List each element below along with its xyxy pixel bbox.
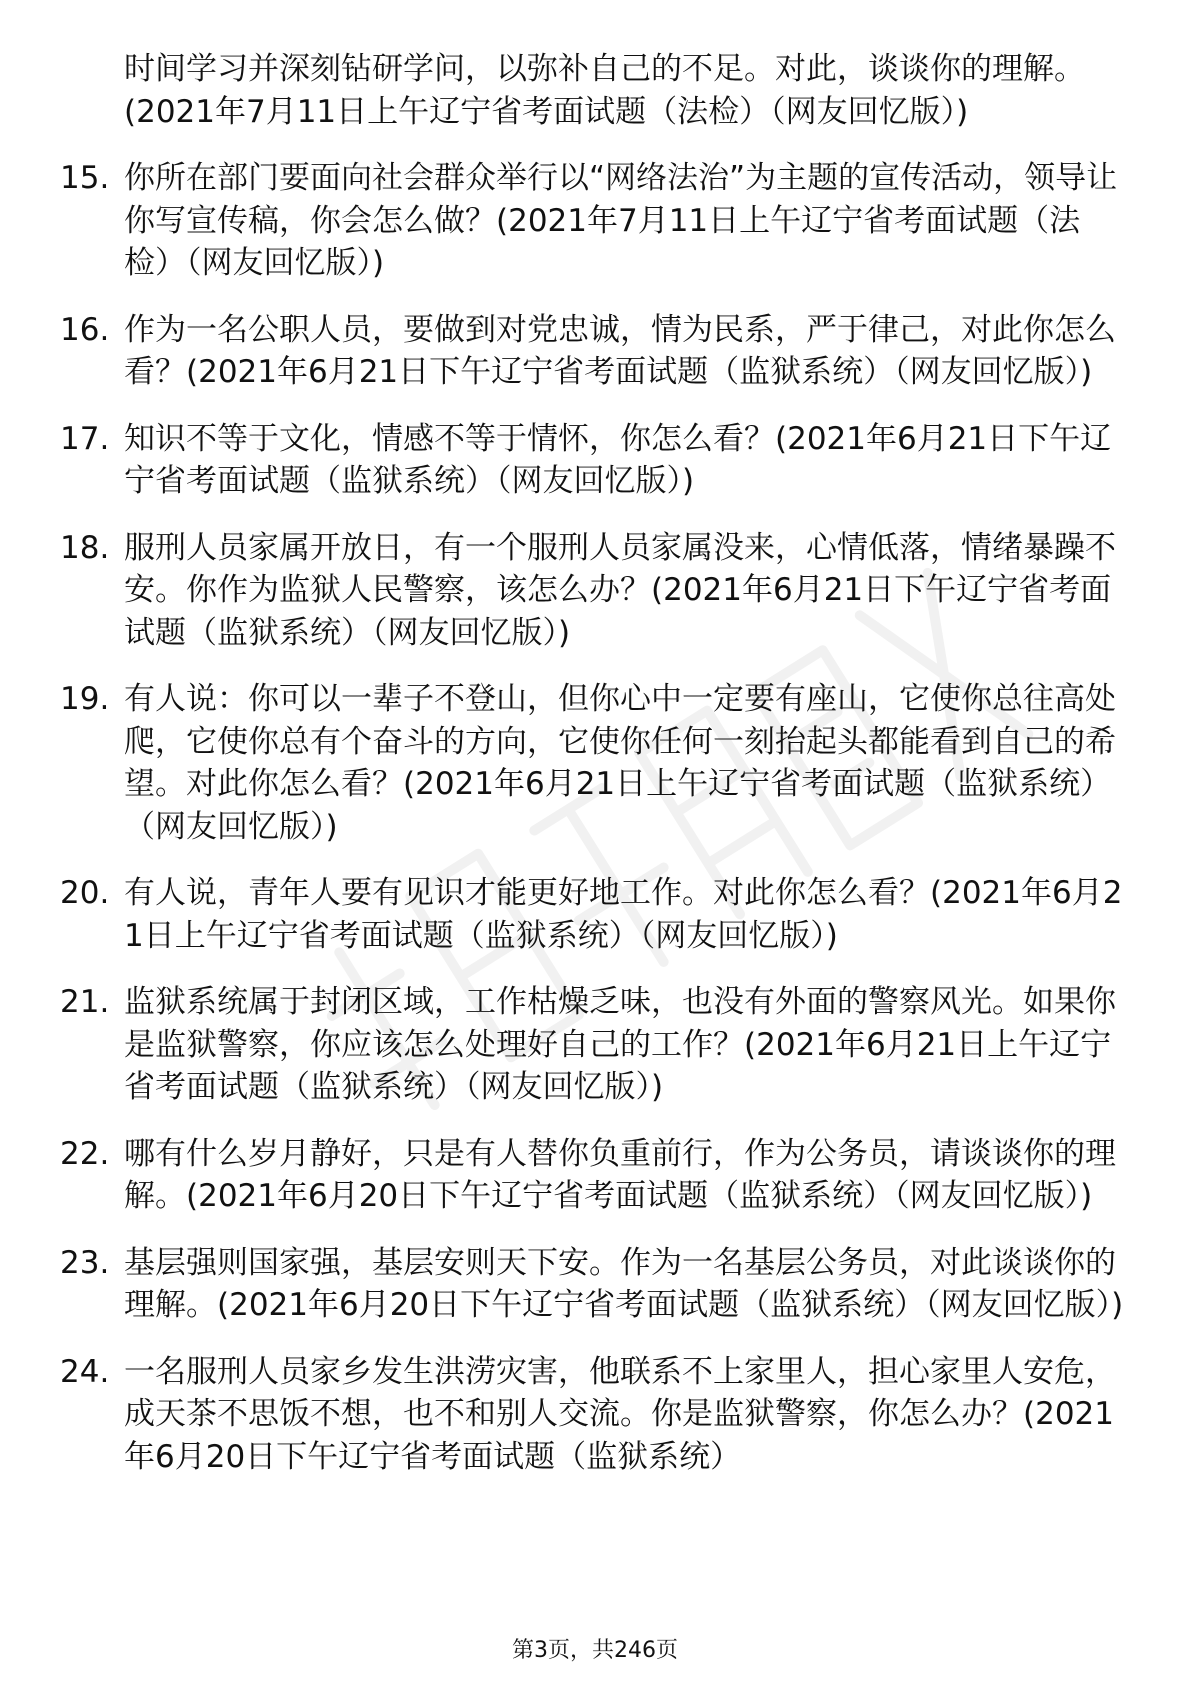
question-text: 知识不等于文化，情感不等于情怀，你怎么看？(2021年6月21日下午辽宁省考面试题（监狱系统）（网友回忆版）): [124, 420, 1112, 499]
list-item: [60, 309, 1140, 394]
question-text: 哪有什么岁月静好，只是有人替你负重前行，作为公务员，请谈谈你的理解。(2021年6月20日下午辽宁省考面试题（监狱系统）（网友回忆版）): [124, 1135, 1116, 1214]
list-item: [60, 527, 1140, 655]
question-text: 一名服刑人员家乡发生洪涝灾害，他联系不上家里人，担心家里人安危，成天茶不思饭不想，也不和别人交流。你是监狱警察，你怎么办？(2021年6月20日下午辽宁省考面试题（监狱系统）: [124, 1353, 1116, 1475]
question-text: 作为一名公职人员，要做到对党忠诚，情为民系，严于律己，对此你怎么看？(2021年6月21日下午辽宁省考面试题（监狱系统）（网友回忆版）): [124, 311, 1116, 390]
list-item: [60, 157, 1140, 285]
question-number: 19.: [60, 681, 110, 717]
question-text: 有人说：你可以一辈子不登山，但你心中一定要有座山，它使你总往高处爬，它使你总有个奋斗的方向，它使你任何一刻抬起头都能看到自己的希望。对此你怎么看？(2021年6月21日上午辽宁省考面试题（监狱系统）（网友回忆版）): [124, 681, 1116, 845]
question-number: 22.: [60, 1135, 110, 1172]
question-number: 21.: [60, 984, 110, 1020]
continued-question-text: 时间学习并深刻钻研学问，以弥补自己的不足。对此，谈谈你的理解。(2021年7月11日上午辽宁省考面试题（法检）（网友回忆版）): [124, 51, 1085, 130]
question-text: 监狱系统属于封闭区域，工作枯燥乏味，也没有外面的警察风光。如果你是监狱警察，你应该怎么处理好自己的工作？(2021年6月21日上午辽宁省考面试题（监狱系统）（网友回忆版）): [124, 984, 1116, 1105]
question-text: 基层强则国家强，基层安则天下安。作为一名基层公务员，对此谈谈你的理解。(2021年6月20日下午辽宁省考面试题（监狱系统）（网友回忆版）): [124, 1244, 1124, 1323]
question-text: 有人说，青年人要有见识才能更好地工作。对此你怎么看？(2021年6月21日上午辽宁省考面试题（监狱系统）（网友回忆版）): [124, 875, 1123, 954]
page-number: 第3页，共246页: [512, 1638, 678, 1663]
question-number: 24.: [60, 1353, 110, 1390]
list-item: [60, 1351, 1140, 1479]
question-number: 16.: [60, 311, 110, 348]
list-item: [60, 872, 1140, 957]
question-number: 20.: [60, 875, 110, 911]
question-number: 23.: [60, 1244, 110, 1281]
question-list: [60, 48, 1140, 1502]
question-text: 服刑人员家属开放日，有一个服刑人员家属没来，心情低落，情绪暴躁不安。你作为监狱人民警察，该怎么办？(2021年6月21日下午辽宁省考面试题（监狱系统）（网友回忆版）): [124, 529, 1116, 651]
question-text: 你所在部门要面向社会群众举行以“网络法治”为主题的宣传活动，领导让你写宣传稿，你会怎么做？(2021年7月11日上午辽宁省考面试题（法检）（网友回忆版）): [124, 160, 1118, 281]
question-number: 17.: [60, 420, 110, 457]
list-item: [60, 418, 1140, 503]
question-number: 18.: [60, 529, 110, 566]
list-item: [60, 981, 1140, 1109]
list-item: [60, 1133, 1140, 1218]
list-item: [60, 678, 1140, 848]
list-item: [60, 1242, 1140, 1327]
question-number: 15.: [60, 160, 110, 196]
